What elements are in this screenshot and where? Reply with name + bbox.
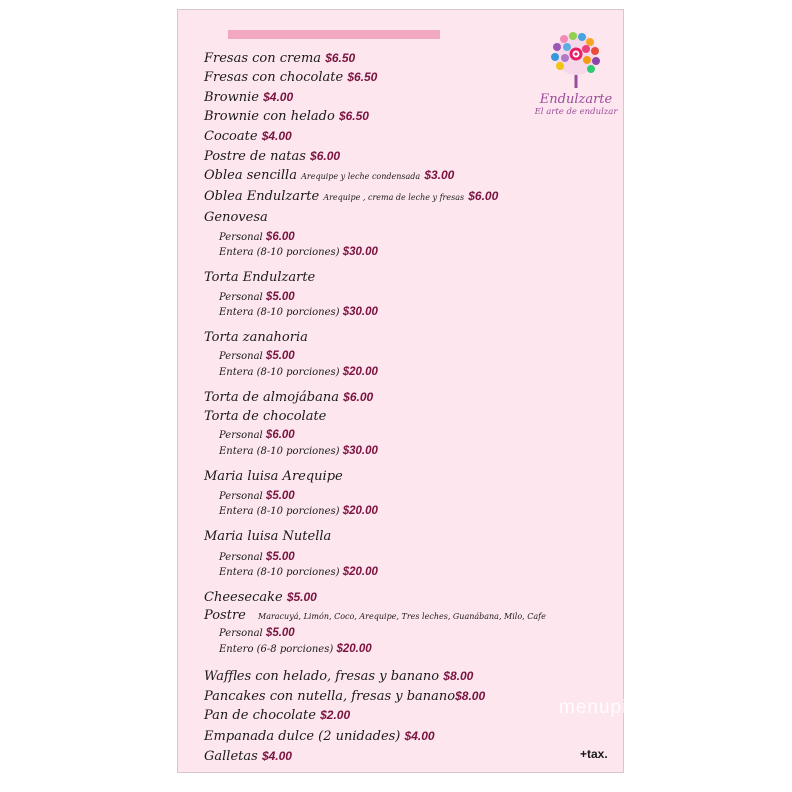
menu-item-maria-arequipe	[204, 469, 343, 484]
genovesa-personal	[219, 231, 295, 243]
item-price: $8.00	[443, 669, 474, 683]
size-price: $30.00	[342, 445, 378, 457]
item-name: Pan de chocolate	[204, 708, 316, 723]
menu-item-empanada	[204, 729, 435, 744]
item-name: Brownie con helado	[204, 109, 335, 124]
menu-item-torta-almojabana	[204, 390, 373, 405]
size-label: Personal	[219, 628, 263, 639]
maria-nutella-personal	[219, 551, 295, 563]
menu-item-fresas-chocolate	[204, 70, 377, 85]
size-price: $20.00	[336, 643, 372, 655]
size-price: $20.00	[342, 366, 378, 378]
size-price: $30.00	[342, 306, 378, 318]
size-price: $30.00	[342, 246, 378, 258]
size-label: Personal	[219, 292, 263, 303]
watermark: menupix	[559, 697, 638, 718]
item-name: Galletas	[204, 749, 258, 764]
item-price: $4.00	[404, 729, 435, 743]
brand-tagline: El arte de endulzar	[534, 107, 618, 117]
menu-item-torta-endulzarte	[204, 270, 315, 285]
item-price: $4.00	[261, 129, 292, 143]
lollipop-tree-icon	[546, 30, 606, 90]
item-name: Genovesa	[204, 210, 268, 225]
item-price: $4.00	[261, 749, 292, 763]
item-price: $6.50	[338, 109, 369, 123]
menu-item-pancakes	[204, 689, 485, 704]
menu-item-oblea-endulzarte	[204, 189, 498, 204]
item-name: Postre	[204, 608, 246, 623]
top-accent-bar	[228, 30, 440, 39]
item-name: Pancakes con nutella, fresas y banano	[204, 689, 456, 704]
size-label: Personal	[219, 552, 263, 563]
menu-item-brownie	[204, 90, 293, 105]
size-label: Personal	[219, 430, 263, 441]
menu-item-galletas	[204, 749, 292, 764]
item-name: Maria luisa Nutella	[204, 529, 332, 544]
menu-item-waffles	[204, 669, 473, 684]
torta-zanahoria-personal	[219, 350, 295, 362]
item-name: Postre de natas	[204, 149, 306, 164]
item-price: $6.50	[347, 70, 378, 84]
postre-entero	[219, 643, 372, 655]
item-description: Maracuyá, Limón, Coco, Arequipe, Tres leches, Guanábana, Milo, Cafe	[258, 612, 546, 621]
torta-endulzarte-entera	[219, 306, 378, 318]
item-name: Empanada dulce (2 unidades)	[204, 729, 401, 744]
size-price: $20.00	[342, 566, 378, 578]
item-price: $3.00	[424, 168, 455, 182]
torta-zanahoria-entera	[219, 366, 378, 378]
menu-item-cheesecake	[204, 590, 317, 605]
item-name: Brownie	[204, 90, 259, 105]
item-name: Torta Endulzarte	[204, 270, 316, 285]
item-description: Arequipe , crema de leche y fresas	[323, 193, 465, 202]
torta-endulzarte-personal	[219, 291, 295, 303]
size-label: Entero (6-8 porciones)	[219, 644, 334, 655]
item-price: $6.00	[468, 189, 499, 203]
size-label: Entera (8-10 porciones)	[219, 446, 340, 457]
menu-item-pan-chocolate	[204, 708, 350, 723]
maria-nutella-entera	[219, 566, 378, 578]
item-price: $6.00	[310, 149, 341, 163]
size-label: Personal	[219, 351, 263, 362]
item-name: Waffles con helado, fresas y banano	[204, 669, 440, 684]
size-price: $20.00	[342, 505, 378, 517]
size-label: Entera (8-10 porciones)	[219, 567, 340, 578]
item-price: $5.00	[286, 590, 317, 604]
size-price: $6.00	[265, 231, 295, 243]
torta-chocolate-entera	[219, 445, 378, 457]
postre-personal	[219, 627, 295, 639]
item-name: Cocoate	[204, 129, 258, 144]
item-name: Torta de almojábana	[204, 390, 339, 405]
menu-item-fresas-crema	[204, 51, 355, 66]
size-price: $5.00	[265, 490, 295, 502]
menu-item-torta-zanahoria	[204, 330, 308, 345]
torta-chocolate-personal	[219, 429, 295, 441]
size-label: Personal	[219, 232, 263, 243]
size-price: $5.00	[265, 291, 295, 303]
menu-item-cocoate	[204, 129, 292, 144]
size-price: $5.00	[265, 551, 295, 563]
size-label: Personal	[219, 491, 263, 502]
brand-logo	[534, 30, 618, 130]
menu-item-oblea-sencilla	[204, 168, 454, 183]
tax-note: +tax.	[580, 747, 608, 761]
size-label: Entera (8-10 porciones)	[219, 506, 340, 517]
menu-item-genovesa	[204, 210, 268, 225]
menu-item-postre	[204, 608, 546, 623]
menu-item-torta-chocolate	[204, 409, 326, 424]
size-label: Entera (8-10 porciones)	[219, 247, 340, 258]
size-price: $5.00	[265, 627, 295, 639]
item-name: Oblea Endulzarte	[204, 189, 320, 204]
item-price: $4.00	[263, 90, 294, 104]
menu-item-brownie-helado	[204, 109, 369, 124]
item-name: Fresas con crema	[204, 51, 322, 66]
item-price: $2.00	[320, 708, 351, 722]
menu-card	[177, 9, 624, 773]
item-name: Torta de chocolate	[204, 409, 327, 424]
size-price: $5.00	[265, 350, 295, 362]
menu-item-postre-natas	[204, 149, 340, 164]
maria-arequipe-personal	[219, 490, 295, 502]
maria-arequipe-entera	[219, 505, 378, 517]
item-price: $6.00	[343, 390, 374, 404]
item-name: Maria luisa Arequipe	[204, 469, 343, 484]
item-name: Oblea sencilla	[204, 168, 297, 183]
size-price: $6.00	[265, 429, 295, 441]
menu-item-maria-nutella	[204, 529, 331, 544]
size-label: Entera (8-10 porciones)	[219, 307, 340, 318]
item-name: Fresas con chocolate	[204, 70, 344, 85]
genovesa-entera	[219, 246, 378, 258]
item-price: $6.50	[325, 51, 356, 65]
brand-name: Endulzarte	[539, 92, 613, 107]
item-name: Torta zanahoria	[204, 330, 308, 345]
size-label: Entera (8-10 porciones)	[219, 367, 340, 378]
item-price: $8.00	[455, 689, 486, 703]
item-name: Cheesecake	[204, 590, 283, 605]
item-description: Arequipe y leche condensada	[301, 172, 421, 181]
